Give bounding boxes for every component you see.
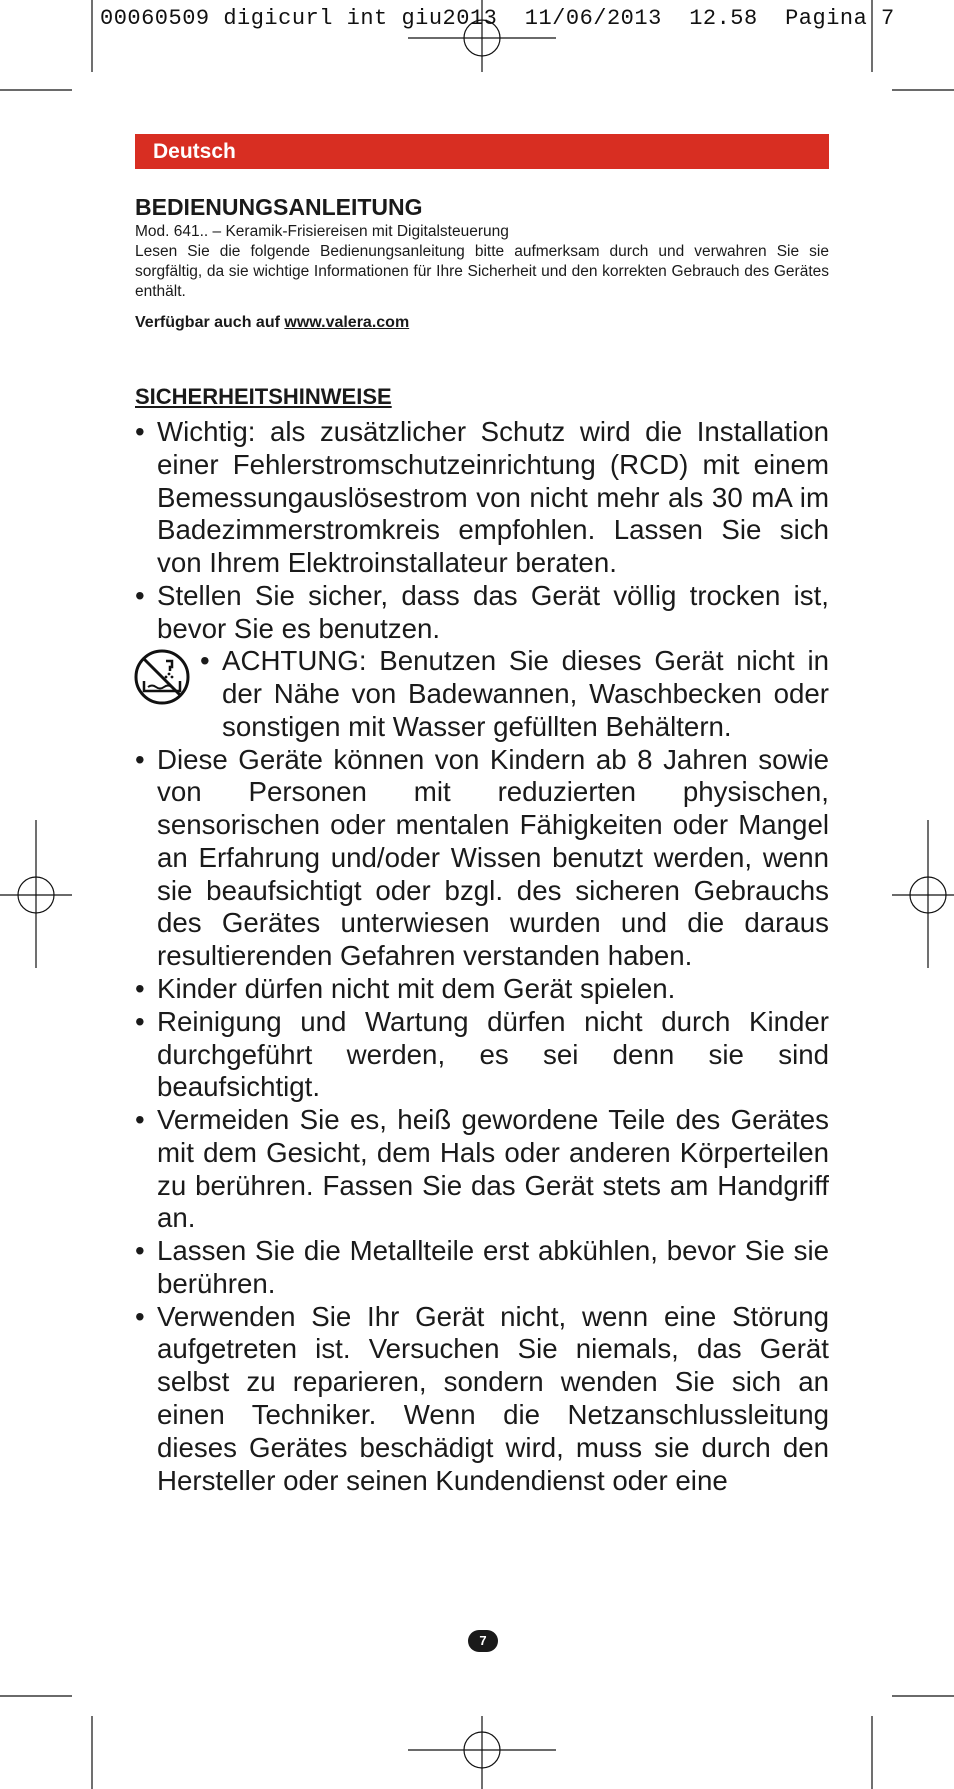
list-item-text: Vermeiden Sie es, heiß gewordene Teile des Gerätes mit dem Gesicht, dem Hals oder anderen Körperteilen zu berühren. Fassen Sie das Gerät stets am Handgriff an. bbox=[157, 1104, 829, 1234]
list-item bbox=[135, 580, 829, 646]
availability-text: Verfügbar auch auf bbox=[135, 314, 285, 331]
list-item-text: Lassen Sie die Metallteile erst abkühlen, bevor Sie sie berühren. bbox=[157, 1235, 829, 1299]
safety-heading: SICHERHEITSHINWEISE bbox=[135, 384, 392, 409]
list-item bbox=[135, 1301, 829, 1498]
list-item bbox=[135, 416, 829, 580]
bullet: • bbox=[135, 1005, 145, 1037]
list-item-text: ACHTUNG: Benutzen Sie dieses Gerät nicht in der Nähe von Badewannen, Waschbecken oder sonstigen mit Wasser gefüllten Behältern. bbox=[222, 645, 829, 742]
bullet: • bbox=[135, 579, 145, 611]
bullet: • bbox=[135, 1300, 145, 1332]
manual-content bbox=[135, 190, 829, 1497]
list-item-text: Kinder dürfen nicht mit dem Gerät spielen. bbox=[157, 973, 676, 1005]
model-line: Mod. 641.. – Keramik-Frisiereisen mit Digitalsteuerung bbox=[135, 223, 509, 240]
safety-list bbox=[135, 416, 829, 1497]
list-item-warning bbox=[135, 645, 829, 743]
bullet: • bbox=[135, 743, 145, 775]
list-item bbox=[135, 1235, 829, 1301]
list-item-text: Stellen Sie sicher, dass das Gerät völlig trocken ist, bevor Sie es benutzen. bbox=[157, 579, 829, 644]
intro-text: Lesen Sie die folgende Bedienungsanleitung bitte aufmerksam durch und verwahren Sie sie sorgfältig, da sie wichtige Informationen für Ihre Sicherheit und den korrekten Gebrauch des Gerätes enthält. bbox=[135, 243, 829, 300]
bullet: • bbox=[135, 1235, 145, 1267]
bullet: • bbox=[135, 416, 145, 447]
document-title: BEDIENUNGSANLEITUNG bbox=[135, 194, 423, 220]
list-item bbox=[135, 1104, 829, 1235]
bullet: • bbox=[135, 973, 145, 1005]
bullet: • bbox=[135, 1104, 145, 1136]
list-item-text: Reinigung und Wartung dürfen nicht durch Kinder durchgeführt werden, es sei denn sie sind beaufsichtigt. bbox=[157, 1005, 829, 1103]
list-item-text: Wichtig: als zusätzlicher Schutz wird die Installation einer Fehlerstromschutzeinrichtung (RCD) mit einem Bemessungauslösestrom von nicht mehr als 30 mA im Badezimmerstromkreis empfohlen. Lassen Sie sich von Ihrem Elektroinstallateur beraten. bbox=[157, 416, 829, 579]
print-slug: 00060509 digicurl int giu2013 11/06/2013 12.58 Pagina 7 bbox=[100, 6, 895, 31]
list-item-text: Diese Geräte können von Kindern ab 8 Jahren sowie von Personen mit reduzierten physischen, sensorischen oder mentalen Fähigkeiten oder Mangel an Erfahrung und/oder Wissen benutzt werden, wenn sie beaufsichtigt oder bzgl. des sicheren Gebrauchs des Gerätes unterwiesen wurden und die daraus resultierenden Gefahren verstanden haben. bbox=[157, 743, 829, 972]
list-item bbox=[135, 744, 829, 973]
bullet: • bbox=[200, 645, 210, 677]
availability-line bbox=[135, 314, 829, 332]
page-number: 7 bbox=[468, 1630, 498, 1652]
list-item-text: Verwenden Sie Ihr Gerät nicht, wenn eine Störung aufgetreten ist. Versuchen Sie niemals, das Gerät selbst zu reparieren, sondern wenden Sie sich an einen Techniker. Wenn die Netzanschlussleitung dieses Gerätes beschädigt wird, muss sie durch den Hersteller oder seinen Kundendienst oder eine bbox=[157, 1300, 829, 1496]
list-item bbox=[135, 973, 829, 1006]
no-water-bath-icon bbox=[132, 647, 192, 707]
website-link[interactable]: www.valera.com bbox=[284, 314, 410, 331]
list-item bbox=[135, 1006, 829, 1104]
language-tab: Deutsch bbox=[135, 134, 829, 169]
